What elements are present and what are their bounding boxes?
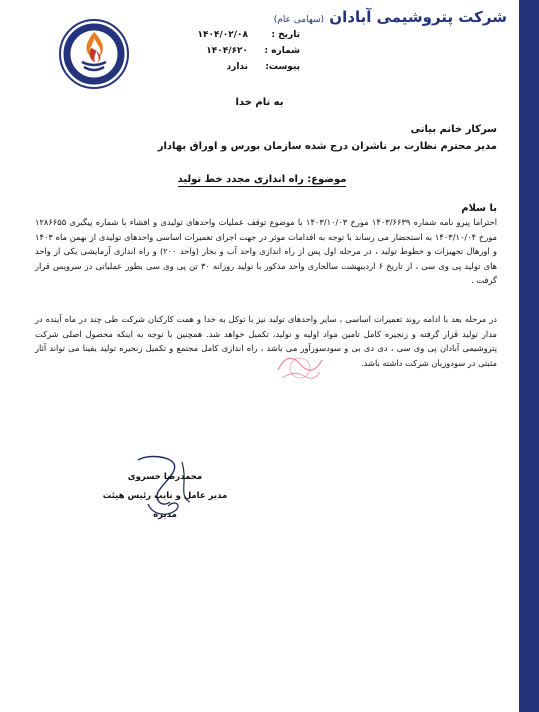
number-value: ۱۴۰۴/۶۲۰ <box>206 46 248 56</box>
attachment-label: پیوست: <box>265 62 300 72</box>
signature-block <box>95 468 235 525</box>
attachment-row <box>150 62 300 78</box>
company-name: شرکت پتروشیمی آبادان <box>329 8 507 26</box>
company-header <box>274 8 507 26</box>
letter-meta <box>150 30 300 78</box>
number-label: شماره : <box>264 46 300 56</box>
basmala: به نام خدا <box>235 97 284 108</box>
body-paragraph-1: احتراما پیرو نامه شماره ۱۴۰۳/۶۶۳۹ مورخ ۱۴۰۳/۱۰/۰۳ با موضوع توقف عملیات واحدهای تولیدی و افشاء با شماره پیگیری ۱۲۸۶۶۵۵ مورخ ۱۴۰۳/۱۰/۰۴ به استحضار می رساند با توجه به اقدامات موثر در جهت اجرای تعمیرات اساسی واحدهای تولیدی از بهمن ماه ۱۴۰۳ و اورهال تجهیزات و خطوط تولید ، در مرحله اول پس از راه اندازی واحد آب و بخار (واحد ۲۰۰) و راه اندازی آزمایشی یکی از واحد های تولید پی وی سی ، از تاریخ ۶ اردیبهشت سالجاری واحد مذکور با تولید روزانه ۳۰ تن پی وی سی بطور عملیاتی در سرویس قرار گرفت . <box>35 217 498 286</box>
number-row <box>150 46 300 62</box>
subject-line <box>27 174 497 185</box>
date-label: تاریخ : <box>271 30 300 40</box>
greeting: با سلام <box>461 203 497 214</box>
company-logo-icon <box>58 18 130 90</box>
recipient-title: مدیر محترم نظارت بر ناشران درج شده سازمان بورس و اوراق بهادار <box>157 141 497 152</box>
attachment-value: ندارد <box>226 62 248 72</box>
red-stamp-icon <box>270 340 330 390</box>
side-stripe <box>519 0 539 712</box>
signer-name: محمدرضا خسروی <box>127 472 203 482</box>
body-paragraph-2: در مرحله بعد با ادامه روند تعمیرات اساسی ، سایر واحدهای تولید نیز با توکل به خدا و همت کارکنان شرکت طی چند در ماه آینده در مدار تولید قرار گرفته و زنجیره کامل تامین مواد اولیه و تولید، تکمیل خواهد شد. همچنین با توجه به اینکه محصول اصلی شرکت پتروشیمی آبادان پی وی سی ، دی دی بی و سودسوزآور می باشد ، راه اندازی کامل مجتمع و تکمیل زنجیره تولید یقینا می تواند آثار مثبتی در سودوزیان شرکت داشته باشد. <box>35 314 497 368</box>
recipient-name: سرکار خانم بیانی <box>410 124 497 135</box>
signer-title: مدیر عامل و نایب رئیس هیئت مدیره <box>102 491 228 520</box>
date-row <box>150 30 300 46</box>
date-value: ۱۴۰۴/۰۲/۰۸ <box>197 30 248 40</box>
company-type: (سهامی عام) <box>273 15 325 25</box>
subject-text: موضوع: راه اندازی مجدد خط تولید <box>177 174 347 185</box>
